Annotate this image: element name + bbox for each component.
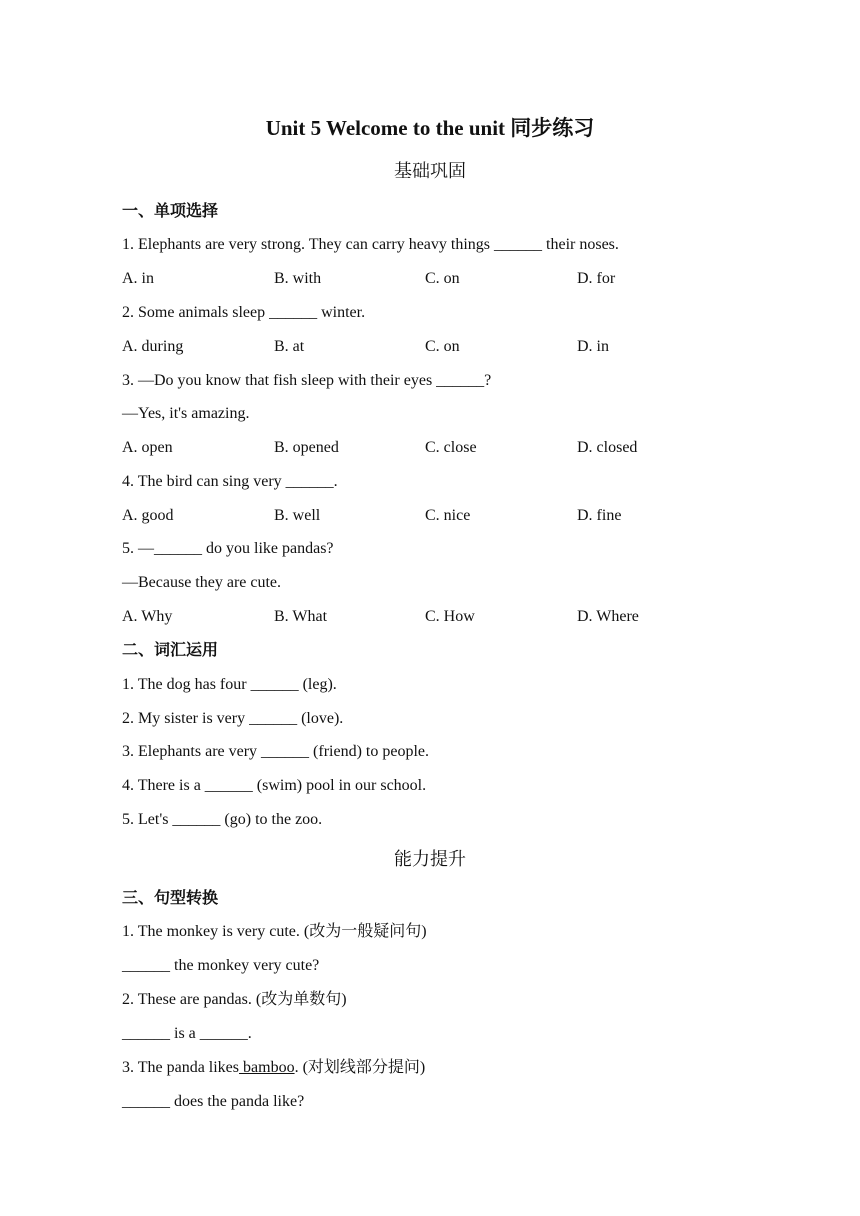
transform-3-text <box>122 1057 425 1079</box>
option-d: D. closed <box>577 439 638 456</box>
question-2-options <box>122 336 742 358</box>
vocab-item: 5. Let's ______ (go) to the zoo. <box>122 811 323 828</box>
vocab-item: 3. Elephants are very ______ (friend) to people. <box>122 743 430 760</box>
question-3-options <box>122 437 742 459</box>
question-4-text: 4. The bird can sing very ______. <box>122 473 338 490</box>
transform-2-text: 2. These are pandas. (改为单数句) <box>122 991 347 1008</box>
underlined-word: bamboo <box>239 1059 295 1076</box>
option-d: D. Where <box>577 608 639 625</box>
option-c: C. close <box>425 439 477 456</box>
option-d: D. in <box>577 338 609 355</box>
question-5-reply: —Because they are cute. <box>122 574 282 591</box>
option-a: A. Why <box>122 608 173 625</box>
question-3-text: 3. —Do you know that fish sleep with their eyes ______? <box>122 372 492 389</box>
vocab-item: 2. My sister is very ______ (love). <box>122 710 344 727</box>
option-c: C. on <box>425 338 460 355</box>
transform-3-answer: ______ does the panda like? <box>122 1093 305 1110</box>
transform-3-prefix: 3. The panda likes <box>122 1059 240 1076</box>
transform-1-text: 1. The monkey is very cute. (改为一般疑问句) <box>122 923 427 940</box>
option-a: A. in <box>122 270 154 287</box>
option-b: B. What <box>274 608 328 625</box>
part1-heading: 基础巩固 <box>394 161 466 181</box>
section2-heading: 二、词汇运用 <box>122 640 219 659</box>
section3-heading: 三、句型转换 <box>122 888 219 907</box>
transform-1-answer: ______ the monkey very cute? <box>122 957 320 974</box>
section1-heading: 一、单项选择 <box>122 201 219 220</box>
question-2-text: 2. Some animals sleep ______ winter. <box>122 304 366 321</box>
option-b: B. well <box>274 507 321 524</box>
option-d: D. for <box>577 270 616 287</box>
option-d: D. fine <box>577 507 622 524</box>
option-b: B. at <box>274 338 305 355</box>
vocab-item: 1. The dog has four ______ (leg). <box>122 676 337 693</box>
question-1-text: 1. Elephants are very strong. They can carry heavy things ______ their noses. <box>122 236 619 253</box>
transform-2-answer: ______ is a ______. <box>122 1025 252 1042</box>
option-c: C. nice <box>425 507 471 524</box>
question-3-reply: —Yes, it's amazing. <box>122 405 250 422</box>
question-5-options <box>122 606 742 628</box>
question-4-options <box>122 505 742 527</box>
part2-heading: 能力提升 <box>394 849 466 869</box>
option-b: B. opened <box>274 439 339 456</box>
transform-3-suffix: . (对划线部分提问) <box>294 1059 426 1076</box>
question-1-options <box>122 268 742 290</box>
option-a: A. good <box>122 507 174 524</box>
option-a: A. open <box>122 439 173 456</box>
option-c: C. on <box>425 270 460 287</box>
vocab-item: 4. There is a ______ (swim) pool in our school. <box>122 777 427 794</box>
option-a: A. during <box>122 338 184 355</box>
option-c: C. How <box>425 608 475 625</box>
question-5-text: 5. —______ do you like pandas? <box>122 540 334 557</box>
worksheet-title: Unit 5 Welcome to the unit 同步练习 <box>265 116 595 140</box>
option-b: B. with <box>274 270 322 287</box>
